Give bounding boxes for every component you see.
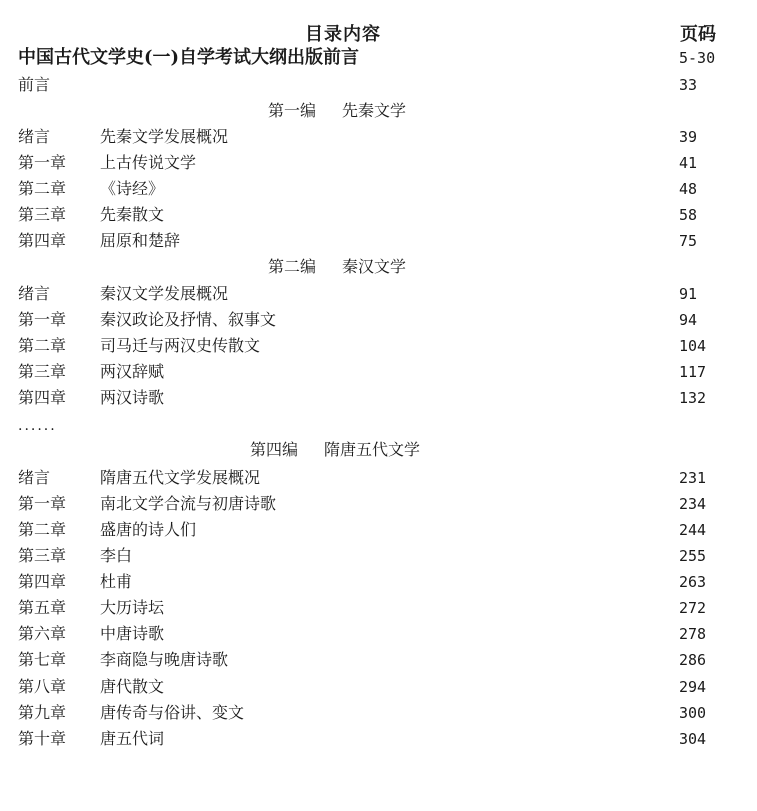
- page-number: 263: [679, 573, 707, 591]
- chapter-label: 第二章: [18, 336, 67, 355]
- part-number: 第二编: [268, 257, 317, 276]
- page-number: 5-30: [679, 49, 716, 67]
- entry-title: 前言: [18, 75, 51, 94]
- toc-row: [18, 517, 738, 543]
- chapter-label: 第三章: [18, 362, 67, 381]
- chapter-title: 唐五代词: [100, 729, 165, 748]
- chapter-title: 上古传说文学: [100, 153, 197, 172]
- chapter-label: 第四章: [18, 572, 67, 591]
- toc-header-page: 页码: [680, 24, 716, 45]
- chapter-label: 第一章: [18, 310, 67, 329]
- omission-ellipsis: ......: [18, 418, 57, 434]
- page-number: 255: [679, 547, 707, 565]
- chapter-label: 绪言: [18, 284, 51, 303]
- toc-row: [18, 595, 738, 621]
- part-title: 隋唐五代文学: [324, 440, 421, 459]
- part-title: 秦汉文学: [342, 257, 407, 276]
- chapter-title: 唐代散文: [100, 677, 165, 696]
- part-number: 第四编: [250, 440, 299, 459]
- chapter-label: 第一章: [18, 153, 67, 172]
- page-number: 48: [679, 180, 698, 198]
- page-number: 33: [679, 76, 698, 94]
- chapter-label: 第二章: [18, 520, 67, 539]
- page-number: 132: [679, 389, 707, 407]
- chapter-title: 中唐诗歌: [100, 624, 165, 643]
- toc-row: [18, 465, 738, 491]
- chapter-title: 先秦散文: [100, 205, 165, 224]
- page-number: 278: [679, 625, 707, 643]
- chapter-label: 第七章: [18, 650, 67, 669]
- chapter-label: 第一章: [18, 494, 67, 513]
- page-number: 304: [679, 730, 707, 748]
- chapter-title: 南北文学合流与初唐诗歌: [100, 494, 277, 513]
- part-number: 第一编: [268, 101, 317, 120]
- page-number: 117: [679, 363, 707, 381]
- chapter-title: 秦汉政论及抒情、叙事文: [100, 310, 277, 329]
- page-number: 244: [679, 521, 707, 539]
- chapter-label: 第二章: [18, 179, 67, 198]
- chapter-title: 盛唐的诗人们: [100, 520, 197, 539]
- toc-row: [18, 359, 738, 385]
- toc-row: [18, 202, 738, 228]
- toc-row: [18, 543, 738, 569]
- entry-title: 中国古代文学史(一)自学考试大纲出版前言: [18, 47, 360, 68]
- chapter-label: 第五章: [18, 598, 67, 617]
- chapter-label: 第四章: [18, 388, 67, 407]
- page-number: 300: [679, 704, 707, 722]
- toc-row: [18, 700, 738, 726]
- toc-row: [18, 124, 738, 150]
- chapter-title: 李商隐与晚唐诗歌: [100, 650, 229, 669]
- part-heading: [250, 437, 420, 463]
- chapter-title: 秦汉文学发展概况: [100, 284, 229, 303]
- chapter-title: 《诗经》: [100, 179, 165, 198]
- page-number: 294: [679, 678, 707, 696]
- part-title: 先秦文学: [342, 101, 407, 120]
- toc-header-content: 目录内容: [305, 24, 381, 45]
- chapter-label: 第六章: [18, 624, 67, 643]
- toc-row: [18, 45, 738, 71]
- toc-row: [18, 72, 738, 98]
- page-number: 94: [679, 311, 698, 329]
- page-number: 91: [679, 285, 698, 303]
- toc-row: [18, 307, 738, 333]
- chapter-title: 两汉诗歌: [100, 388, 165, 407]
- page-number: 104: [679, 337, 707, 355]
- page-number: 39: [679, 128, 698, 146]
- toc-row: [18, 150, 738, 176]
- chapter-title: 杜甫: [100, 572, 133, 591]
- toc-row: [18, 491, 738, 517]
- page-number: 234: [679, 495, 707, 513]
- chapter-label: 绪言: [18, 127, 51, 146]
- page-number: 272: [679, 599, 707, 617]
- chapter-label: 第十章: [18, 729, 67, 748]
- chapter-title: 司马迁与两汉史传散文: [100, 336, 261, 355]
- chapter-title: 先秦文学发展概况: [100, 127, 229, 146]
- page-number: 286: [679, 651, 707, 669]
- chapter-label: 第三章: [18, 205, 67, 224]
- part-heading: [268, 98, 406, 124]
- part-heading: [268, 254, 406, 280]
- toc-row: [18, 228, 738, 254]
- toc-row: [18, 674, 738, 700]
- toc-row: [18, 726, 738, 752]
- chapter-label: 第八章: [18, 677, 67, 696]
- toc-row: [18, 647, 738, 673]
- chapter-title: 唐传奇与俗讲、变文: [100, 703, 245, 722]
- page-number: 231: [679, 469, 707, 487]
- page-number: 58: [679, 206, 698, 224]
- chapter-title: 大历诗坛: [100, 598, 165, 617]
- toc-row: [18, 385, 738, 411]
- toc-row: [18, 281, 738, 307]
- chapter-label: 第三章: [18, 546, 67, 565]
- page-number: 75: [679, 232, 698, 250]
- chapter-label: 第九章: [18, 703, 67, 722]
- chapter-title: 隋唐五代文学发展概况: [100, 468, 261, 487]
- toc-row: [18, 333, 738, 359]
- toc-row: [18, 621, 738, 647]
- chapter-title: 李白: [100, 546, 133, 565]
- chapter-label: 第四章: [18, 231, 67, 250]
- chapter-title: 屈原和楚辞: [100, 231, 181, 250]
- chapter-label: 绪言: [18, 468, 51, 487]
- toc-row: [18, 569, 738, 595]
- page-number: 41: [679, 154, 698, 172]
- toc-row: [18, 176, 738, 202]
- chapter-title: 两汉辞赋: [100, 362, 165, 381]
